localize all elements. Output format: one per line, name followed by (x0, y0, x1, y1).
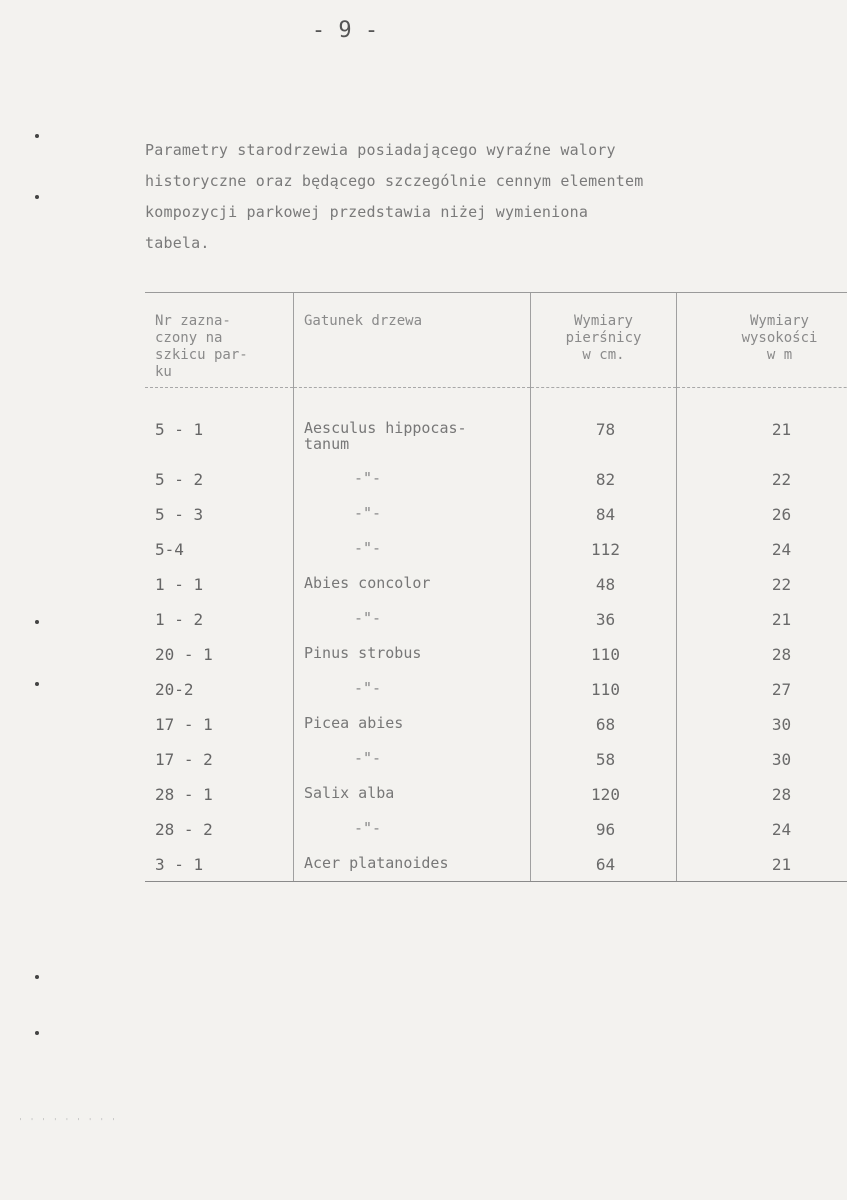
row-height: 26 (677, 497, 847, 532)
row-species: Abies concolor (294, 567, 531, 602)
row-nr: 28 - 2 (155, 819, 213, 839)
header-species: Gatunek drzewa (294, 293, 531, 388)
row-height: 21 (677, 388, 847, 462)
intro-paragraph (145, 135, 765, 259)
margin-dot (35, 682, 39, 686)
margin-dot (35, 1031, 39, 1035)
row-species: -"- (294, 602, 531, 637)
row-dbh: 64 (531, 847, 677, 882)
row-nr: 1 - 2 (155, 609, 204, 629)
row-species: -"- (294, 497, 531, 532)
table-row (145, 602, 847, 637)
table-row (145, 637, 847, 672)
row-height: 28 (677, 637, 847, 672)
row-nr: 17 - 1 (155, 714, 213, 734)
row-dbh: 48 (531, 567, 677, 602)
row-dbh: 78 (531, 388, 677, 462)
row-species: Salix alba (294, 777, 531, 812)
row-height: 21 (677, 602, 847, 637)
row-height: 27 (677, 672, 847, 707)
row-species: Picea abies (294, 707, 531, 742)
row-height: 22 (677, 567, 847, 602)
row-dbh: 110 (531, 637, 677, 672)
margin-dot (35, 195, 39, 199)
row-species: Pinus strobus (294, 637, 531, 672)
row-species: -"- (294, 462, 531, 497)
row-dbh: 36 (531, 602, 677, 637)
margin-dot (35, 620, 39, 624)
row-dbh: 110 (531, 672, 677, 707)
row-nr: 1 - 1 (155, 574, 204, 594)
row-height: 22 (677, 462, 847, 497)
row-dbh: 84 (531, 497, 677, 532)
table-row (145, 847, 847, 882)
table-row (145, 532, 847, 567)
row-height: 21 (677, 847, 847, 882)
row-height: 28 (677, 777, 847, 812)
header-nr: Nr zazna- czony na szkicu par- ku (145, 293, 294, 388)
table-row (145, 462, 847, 497)
table-row (145, 707, 847, 742)
intro-line: tabela. (145, 234, 210, 252)
row-height: 30 (677, 742, 847, 777)
row-dbh: 96 (531, 812, 677, 847)
intro-line: Parametry starodrzewia posiadającego wyraźne walory (145, 141, 616, 159)
table-header-row (145, 293, 847, 388)
page-number: - 9 - (311, 18, 379, 43)
row-dbh: 68 (531, 707, 677, 742)
header-height: Wymiary wysokości w m (677, 293, 847, 388)
row-dbh: 120 (531, 777, 677, 812)
table-row (145, 388, 847, 462)
table-row (145, 567, 847, 602)
table-row (145, 742, 847, 777)
row-nr: 28 - 1 (155, 784, 213, 804)
row-nr: 5 - 3 (155, 504, 204, 524)
row-dbh: 82 (531, 462, 677, 497)
row-nr: 5-4 (155, 539, 184, 559)
table-row (145, 672, 847, 707)
row-height: 24 (677, 532, 847, 567)
table-row (145, 497, 847, 532)
row-height: 30 (677, 707, 847, 742)
row-nr: 5 - 2 (155, 469, 204, 489)
intro-line: kompozycji parkowej przedstawia niżej wymieniona (145, 203, 589, 221)
margin-dot (35, 975, 39, 979)
row-nr: 5 - 1 (155, 420, 204, 439)
scan-mark: ' ' ' ' ' ' ' ' ' (18, 1117, 117, 1126)
row-species: -"- (294, 532, 531, 567)
row-nr: 20-2 (155, 679, 194, 699)
table-row (145, 812, 847, 847)
row-nr: 3 - 1 (145, 847, 294, 882)
row-dbh: 112 (531, 532, 677, 567)
tree-parameters-table (145, 292, 847, 882)
row-nr: 20 - 1 (155, 644, 213, 664)
table-row (145, 777, 847, 812)
row-species: Acer platanoides (294, 847, 531, 882)
row-species: -"- (294, 742, 531, 777)
row-dbh: 58 (531, 742, 677, 777)
intro-line: historyczne oraz będącego szczególnie cennym elementem (145, 172, 644, 190)
row-nr: 17 - 2 (155, 749, 213, 769)
row-species: Aesculus hippocas- tanum (294, 388, 531, 462)
row-height: 24 (677, 812, 847, 847)
header-dbh: Wymiary pierśnicy w cm. (531, 293, 677, 388)
row-species: -"- (294, 672, 531, 707)
row-species: -"- (294, 812, 531, 847)
margin-dot (35, 134, 39, 138)
